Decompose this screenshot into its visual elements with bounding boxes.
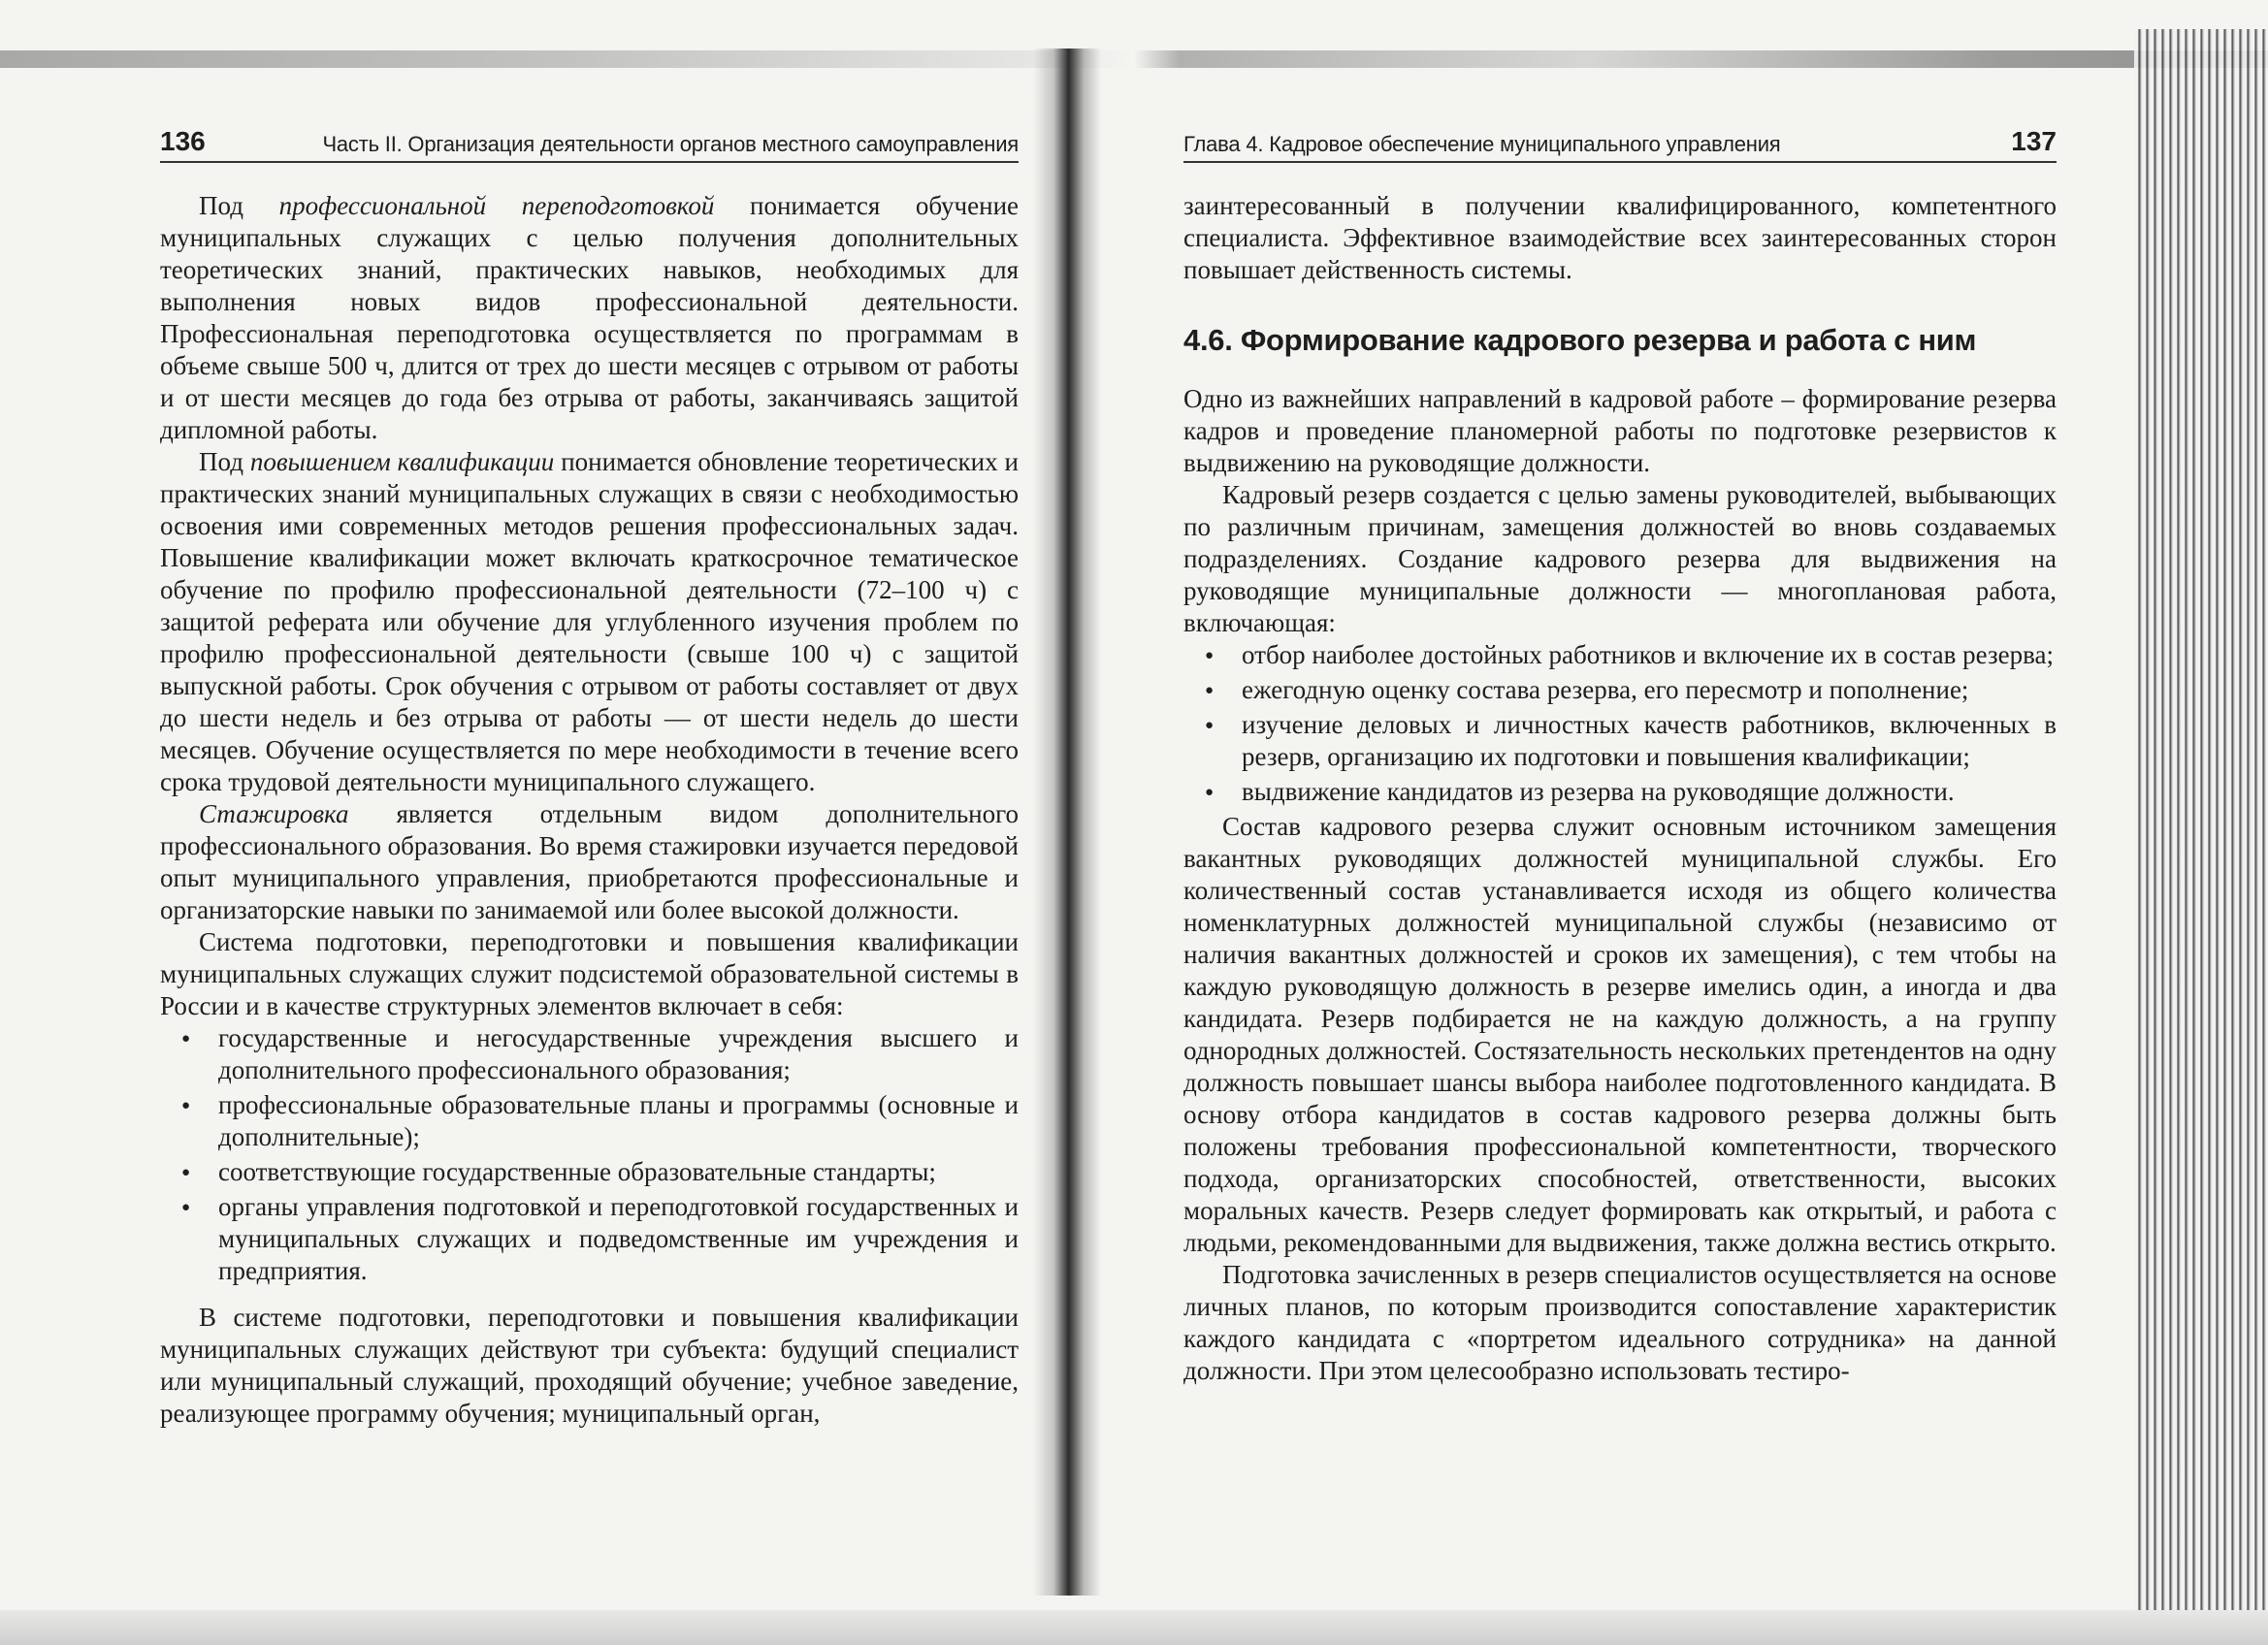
list-item: ● государственные и негосударственные учреждения высшего и дополнительного профессионального образования;	[218, 1022, 1019, 1086]
list-item: ● органы управления подготовкой и переподготовкой государственных и муниципальных служащих и подведомственные им учреждения и предприятия.	[218, 1191, 1019, 1287]
scan-bottom-band	[0, 1610, 2268, 1645]
left-running-head	[160, 126, 1019, 163]
right-page	[1183, 126, 2057, 1387]
section-heading: 4.6. Формирование кадрового резерва и работа с ним	[1183, 323, 1977, 357]
page-number: 136	[160, 126, 206, 156]
right-body	[1183, 190, 2057, 1387]
term: повышением квалификации	[249, 447, 555, 476]
paragraph: Под профессиональной переподготовкой понимается обучение муниципальных служащих с целью получения дополнительных теоретических знаний, практических навыков, необходимых для выполнения новых видов профессиональной деятельности. Профессиональная переподготовка осуществляется по программам в объеме свыше 500 ч, длится от трех до шести месяцев с отрывом от работы и от шести месяцев до года без отрыва от работы, заканчиваясь защитой дипломной работы.	[160, 191, 1019, 444]
right-running-head	[1183, 126, 2057, 163]
scan-shadow-top	[0, 50, 2268, 68]
left-body	[160, 190, 1019, 1430]
paragraph: Состав кадрового резерва служит основным источником замещения вакантных руководящих должностей муниципальной службы. Его количественный состав устанавливается исходя из общего количества номенклатурных должностей муниципальной службы (независимо от наличия вакантных должностей и сроков их замещения), с тем чтобы на каждую руководящую должность в резерве имелись один, а иногда и два кандидата. Резерв подбирается не на каждую должность, а на группу однородных должностей. Состязательность нескольких претендентов на одну должность повышает шансы выбора наиболее подготовленного кандидата. В основу отбора кандидатов в состав кадрового резерва должны быть положены требования профессиональной компетентности, творческого подхода, организаторских способностей, ответственности, высоких моральных качеств. Резерв следует формировать как открытый, и работа с людьми, рекомендованными для выдвижения, также должна вестись открыто.	[1183, 812, 2057, 1257]
running-title: Часть II. Организация деятельности органов местного самоуправления	[322, 132, 1019, 156]
paragraph: Стажировка является отдельным видом дополнительного профессионального образования. Во время стажировки изучается передовой опыт муниципального управления, приобретаются профессиональные и организаторские навыки по занимаемой или более высокой должности.	[160, 799, 1019, 924]
running-title: Глава 4. Кадровое обеспечение муниципального управления	[1183, 132, 1781, 156]
term: профессиональной переподготовкой	[278, 191, 715, 220]
bullet-list	[160, 1022, 1019, 1287]
list-item: ● профессиональные образовательные планы и программы (основные и дополнительные);	[218, 1089, 1019, 1153]
list-item: ● соответствующие государственные образовательные стандарты;	[218, 1156, 1019, 1188]
page-edges	[2134, 29, 2268, 1610]
paragraph: Система подготовки, переподготовки и повышения квалификации муниципальных служащих служит подсистемой образовательной системы в России и в качестве структурных элементов включает в себя:	[160, 927, 1019, 1020]
bullet-list	[1183, 639, 2057, 808]
left-page	[160, 126, 1019, 1430]
paragraph: Подготовка зачисленных в резерв специалистов осуществляется на основе личных планов, по которым производится сопоставление характеристик каждого кандидата с «портретом идеального сотрудника» на данной должности. При этом целесообразно использовать тестиро-	[1183, 1260, 2057, 1385]
page-number: 137	[2011, 126, 2057, 156]
paragraph: Под повышением квалификации понимается обновление теоретических и практических знаний муниципальных служащих в связи с необходимостью освоения ими современных методов решения профессиональных задач. Повышение квалификации может включать краткосрочное тематическое обучение по профилю профессиональной деятельности (72–100 ч) с защитой реферата или обучение для углубленного изучения проблем по профилю профессиональной деятельности (свыше 100 ч) с защитой выпускной работы. Срок обучения с отрывом от работы составляет от двух до шести недель и без отрыва от работы — от шести недель до шести месяцев. Обучение осуществляется по мере необходимости в течение всего срока трудовой деятельности муниципального служащего.	[160, 447, 1020, 796]
list-item: ● отбор наиболее достойных работников и включение их в состав резерва;	[1242, 639, 2057, 671]
list-item: ● изучение деловых и личностных качеств работников, включенных в резерв, организацию их подготовки и повышения квалификации;	[1242, 709, 2057, 773]
paragraph: Кадровый резерв создается с целью замены руководителей, выбывающих по различным причинам, замещения должностей во вновь создаваемых подразделениях. Создание кадрового резерва для выдвижения на руководящие муниципальные должности — многоплановая работа, включающая:	[1183, 480, 2057, 637]
paragraph: Одно из важнейших направлений в кадровой работе – формирование резерва кадров и проведение планомерной работы по подготовке резервистов к выдвижению на руководящие должности.	[1183, 384, 2057, 477]
list-item: ● ежегодную оценку состава резерва, его пересмотр и пополнение;	[1242, 674, 2057, 706]
term: Стажировка	[199, 799, 349, 828]
book-gutter	[1033, 48, 1101, 1596]
paragraph: заинтересованный в получении квалифицированного, компетентного специалиста. Эффективное взаимодействие всех заинтересованных сторон повышает действенность системы.	[1183, 191, 2057, 284]
list-item: ● выдвижение кандидатов из резерва на руководящие должности.	[1242, 776, 2057, 808]
paragraph: В системе подготовки, переподготовки и повышения квалификации муниципальных служащих действуют три субъекта: будущий специалист или муниципальный служащий, проходящий обучение; учебное заведение, реализующее программу обучения; муниципальный орган,	[160, 1303, 1019, 1428]
